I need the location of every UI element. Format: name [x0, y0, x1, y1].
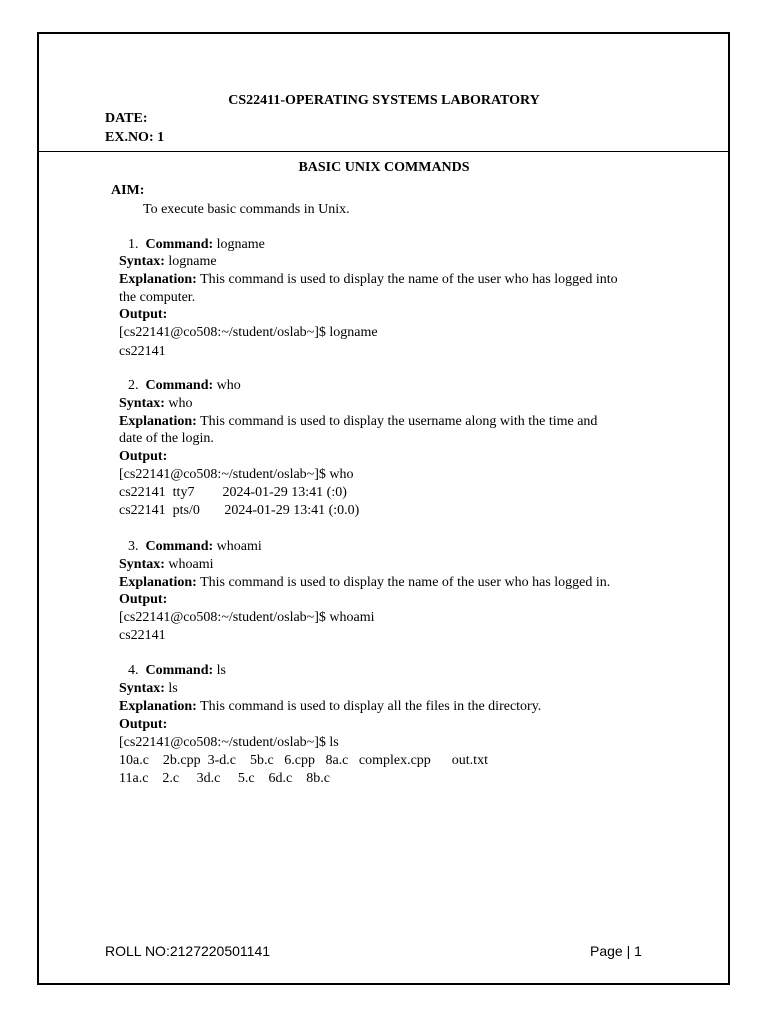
command-name: whoami	[216, 539, 262, 554]
output-line: cs22141 pts/0 2024-01-29 13:41 (:0.0)	[119, 503, 360, 518]
syntax-4	[119, 680, 178, 697]
output-label: Output:	[119, 592, 168, 607]
explanation-label: Explanation:	[119, 272, 197, 287]
syntax-label: Syntax:	[119, 254, 165, 269]
explanation-text: This command is used to display the username along with the time and	[200, 414, 598, 429]
command-label: Command:	[145, 663, 214, 678]
command-number: 3.	[128, 539, 139, 554]
command-name: who	[216, 378, 241, 393]
aim-text: To execute basic commands in Unix.	[143, 202, 350, 217]
output-line: 11a.c 2.c 3d.c 5.c 6d.c 8b.c	[119, 771, 330, 786]
explanation-2-cont: date of the login.	[119, 431, 214, 446]
syntax-label: Syntax:	[119, 396, 165, 411]
command-3	[128, 538, 262, 555]
output-line: cs22141	[119, 628, 166, 643]
command-2	[128, 377, 241, 394]
command-label: Command:	[145, 237, 214, 252]
syntax-2	[119, 395, 193, 412]
syntax-1	[119, 253, 217, 270]
explanation-text: This command is used to display the name of the user who has logged in.	[200, 575, 611, 590]
roll-number: ROLL NO:2127220501141	[105, 943, 271, 959]
command-number: 4.	[128, 663, 139, 678]
command-label: Command:	[145, 539, 214, 554]
output-line: [cs22141@co508:~/student/oslab~]$ ls	[119, 735, 339, 750]
command-number: 1.	[128, 237, 139, 252]
course-title: CS22411-OPERATING SYSTEMS LABORATORY	[228, 93, 540, 108]
explanation-3	[119, 574, 610, 591]
command-label: Command:	[145, 378, 214, 393]
output-label: Output:	[119, 307, 168, 322]
explanation-text: This command is used to display the name of the user who has logged into	[200, 272, 618, 287]
explanation-2	[119, 413, 597, 430]
explanation-label: Explanation:	[119, 575, 197, 590]
output-line: 10a.c 2b.cpp 3-d.c 5b.c 6.cpp 8a.c complex.cpp out.txt	[119, 753, 488, 768]
explanation-1	[119, 271, 618, 288]
output-line: [cs22141@co508:~/student/oslab~]$ whoami	[119, 610, 375, 625]
syntax-value: ls	[168, 681, 178, 696]
output-line: cs22141	[119, 344, 166, 359]
aim-label: AIM:	[111, 183, 145, 198]
explanation-1-cont: the computer.	[119, 290, 196, 305]
command-1	[128, 236, 265, 253]
date-label: DATE:	[105, 111, 148, 126]
exno-label: EX.NO: 1	[105, 130, 165, 145]
output-line: cs22141 tty7 2024-01-29 13:41 (:0)	[119, 485, 347, 500]
output-line: [cs22141@co508:~/student/oslab~]$ logname	[119, 325, 378, 340]
command-number: 2.	[128, 378, 139, 393]
explanation-4	[119, 698, 541, 715]
page-title: BASIC UNIX COMMANDS	[298, 160, 470, 175]
page-number: Page | 1	[590, 943, 642, 959]
explanation-label: Explanation:	[119, 414, 197, 429]
syntax-label: Syntax:	[119, 557, 165, 572]
explanation-label: Explanation:	[119, 699, 197, 714]
header-divider	[37, 151, 730, 152]
output-label: Output:	[119, 449, 168, 464]
explanation-text: This command is used to display all the files in the directory.	[200, 699, 542, 714]
command-name: logname	[216, 237, 265, 252]
syntax-3	[119, 556, 214, 573]
output-label: Output:	[119, 717, 168, 732]
output-line: [cs22141@co508:~/student/oslab~]$ who	[119, 467, 354, 482]
syntax-value: logname	[168, 254, 217, 269]
syntax-value: whoami	[168, 557, 214, 572]
command-4	[128, 662, 226, 679]
syntax-value: who	[168, 396, 193, 411]
command-name: ls	[216, 663, 227, 678]
syntax-label: Syntax:	[119, 681, 165, 696]
